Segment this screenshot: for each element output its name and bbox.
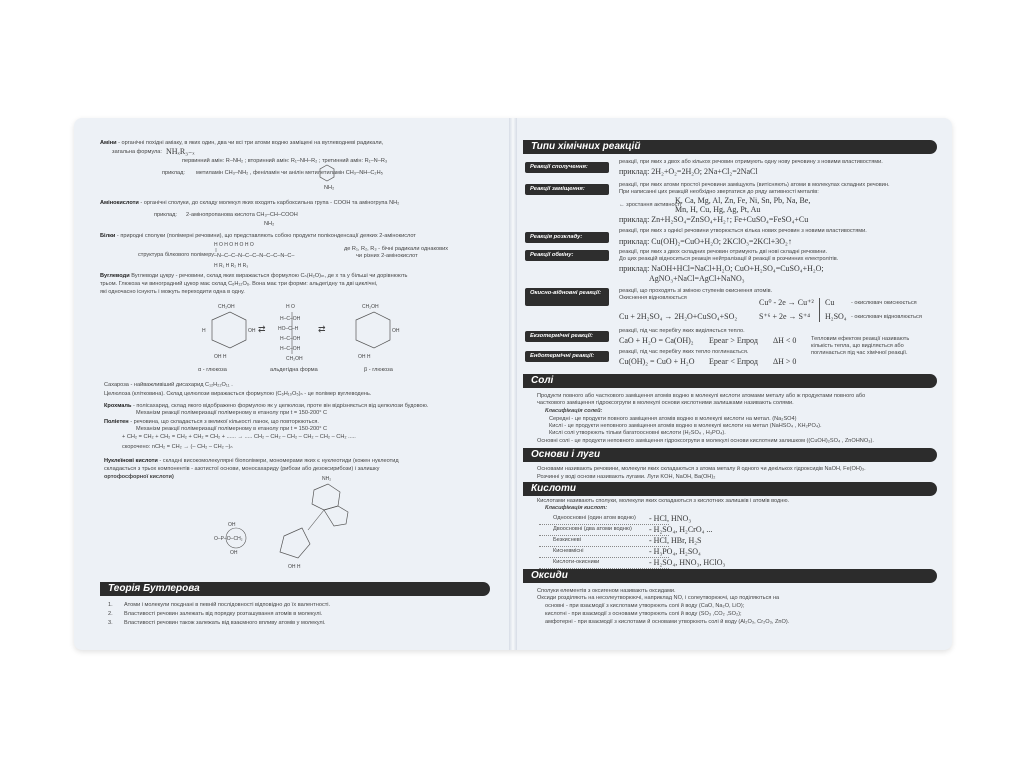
oxides-basic: основні - при взаємодії з кислотами утворюють солі й воду (CaO, Na₂O, LiO); xyxy=(545,603,745,609)
svg-text:OH: OH xyxy=(248,328,256,334)
svg-text:H O: H O xyxy=(286,304,295,310)
svg-text:OH: OH xyxy=(230,550,238,556)
butlerov-item-3: Властивості речовин також залежать від взаємного впливу атомів у молекулі. xyxy=(124,620,326,626)
amines-example-label: приклад: xyxy=(162,170,185,176)
salts-classification: Класифікація солей: xyxy=(545,408,603,414)
salts-heading: Солі xyxy=(531,375,554,386)
endothermic-energy: Eреаг < Eпрод xyxy=(709,357,758,366)
acids-classification: Класифікація кислот: xyxy=(545,505,608,511)
redox-cu: Cu xyxy=(825,298,835,307)
thermal-note-2: кількість тепла, що виділяється або xyxy=(811,343,904,349)
proteins-definition: Білки - природні сполуки (полімерні речовини), що представляють собою продукти поліконденсації деяких 2-амінокислот xyxy=(100,233,416,239)
butlerov-item-1: Атоми і молекули поєднані в певній послідовності відповідно до їх валентності. xyxy=(124,602,331,608)
redox-oxidizer: - окислювач окиснюється xyxy=(851,300,917,306)
substitution-text-2: При написанні цих реакцій необхідно звертатися до ряду активності металів: xyxy=(619,189,819,195)
endothermic-text: реакції, під час перебігу яких тепло поглинається. xyxy=(619,349,749,355)
nucleotide-structure xyxy=(214,476,374,576)
exothermic-label: Екзотермічні реакції: xyxy=(525,331,609,342)
alpha-glucose-label: α - глюкоза xyxy=(198,367,227,373)
salts-text-1: Продукти повного або часткового заміщення атомів водню в молекулі кислоти атомами металу або ж продуктами повного або xyxy=(537,393,866,399)
amines-definition: Аміни - органічні похідні аміаку, в яких один, два чи всі три атоми водню заміщені на вуглеводневі радикали, xyxy=(100,140,384,146)
svg-text:H: H xyxy=(202,328,206,334)
redox-text-1: реакції, що проходять зі зміною ступенів окиснення атомів. xyxy=(619,288,773,294)
thermal-note-1: Тепловим ефектом реакції називають xyxy=(811,336,910,342)
amino-example-label: приклад: xyxy=(154,212,177,218)
proteins-structure-label: структура білкового полімеру: xyxy=(138,252,216,258)
carbs-text-2: трьом. Глюкоза чи виноградний цукор має склад C₆H₁₂O₆. Вона має три форми: альдегідну та дві циклічні, xyxy=(100,281,378,287)
reaction-types-heading-bar xyxy=(523,140,937,154)
acid-formula-1: - HCl, HNO₃ xyxy=(649,514,692,523)
svg-text:CH₂OH: CH₂OH xyxy=(362,304,379,310)
svg-text:OH H: OH H xyxy=(358,354,371,360)
svg-text:H–C–OH: H–C–OH xyxy=(280,346,301,352)
right-page xyxy=(515,118,952,650)
svg-text:CH₂OH: CH₂OH xyxy=(286,356,303,362)
polyethylene-mechanism: Механізм реакції полімеризації полімерному в етанолу при t = 150-200° C xyxy=(136,426,328,432)
redox-reducer: - окислювач відновлюється xyxy=(851,314,922,320)
redox-half-1: Cu⁰ - 2e → Cu⁺² xyxy=(759,298,814,307)
redox-h2so4: H₂SO₄ xyxy=(825,312,847,321)
acid-formula-5: - H₂SO₄, HNO₃, HClO₃ xyxy=(649,558,726,567)
acids-text: Кислотами називають сполуки, молекули яких складаються з кислотних залишків і атомів водню. xyxy=(537,498,790,504)
compound-label: Реакції сполучення: xyxy=(525,162,609,173)
amines-formula: NHₓR₃₋ₓ xyxy=(166,147,195,156)
svg-text:CH₂OH: CH₂OH xyxy=(218,304,235,310)
polyethylene-short: скорочено: nCH₂ = CH₂ → (– CH₂ – CH₂ –)ₙ xyxy=(122,444,233,450)
svg-text:⇄: ⇄ xyxy=(318,324,326,334)
bases-heading: Основи і луги xyxy=(531,449,601,460)
activity-series-2: Mn, H, Cu, Hg, Ag, Pt, Au xyxy=(675,205,761,214)
acid-type-4: Кисневмісні xyxy=(553,548,584,554)
acid-type-2: Двоосновні (два атоми водню) xyxy=(553,526,632,532)
salts-heading-bar xyxy=(523,374,937,388)
endothermic-equation: Cu(OH)₂ = CuO + H₂O xyxy=(619,357,695,366)
amines-general-label: загальна формула: xyxy=(112,149,162,155)
reaction-types-heading: Типи хімічних реакцій xyxy=(531,141,641,152)
proteins-note-1: де R₁, R₂, R₃ - бічні радикали однакових xyxy=(344,246,449,252)
oxides-heading: Оксиди xyxy=(531,570,568,581)
sucrose-text: Сахароза - найважливіший дисахарид C₁₂H₂₂O₁₁ . xyxy=(104,382,233,388)
svg-text:H–C–OH: H–C–OH xyxy=(280,336,301,342)
decomposition-label: Реакція розкладу: xyxy=(525,232,609,243)
endothermic-dh: ΔH > 0 xyxy=(773,357,797,366)
exchange-equation-2: AgNO₃+NaCl=AgCl+NaNO₃ xyxy=(649,274,745,283)
butlerov-num-2: 2. xyxy=(108,611,113,617)
protein-polymer-structure xyxy=(214,240,334,270)
exothermic-dh: ΔH < 0 xyxy=(773,336,797,345)
substitution-equation: приклад: Zn+H₂SO₄=ZnSO₄+H₂↑; Fe+CuSO₄=FeSO₄+Cu xyxy=(619,215,809,224)
decomposition-equation: приклад: Cu(OH)₂=CuO+H₂O; 2KClO₃=2KCl+3O₂↑ xyxy=(619,237,792,246)
compound-equation: приклад: 2H₂+O₂=2H₂O; 2Na+Cl₂=2NaCl xyxy=(619,167,758,176)
redox-label: Окисно-відновні реакції: xyxy=(525,288,609,306)
redox-half-2: S⁺⁶ + 2e → S⁺⁴ xyxy=(759,312,810,321)
amino-example: 2-амінопропанова кислота CH₃–CH–COOH xyxy=(186,212,298,218)
acid-formula-4: - H₃PO₄, H₂SO₄ xyxy=(649,547,701,556)
acid-type-5: Кислоти-окисники xyxy=(553,559,600,565)
bases-text-2: Розчинні у воді основи називають лугами. Луги KOH, NaOH, Ba(OH)₂ xyxy=(537,474,716,480)
butlerov-heading: Теорія Бутлерова xyxy=(108,583,200,594)
acid-type-3: Безкисневі xyxy=(553,537,582,543)
amino-example-nh2: NH₂ xyxy=(264,221,275,227)
butlerov-num-1: 1. xyxy=(108,602,113,608)
exothermic-equation: CaO + H₂O = Ca(OH)₂ xyxy=(619,336,694,345)
acid-formula-2: - H₂SO₄, H₂CrO₄ ... xyxy=(649,525,713,534)
acids-heading-bar xyxy=(523,482,937,496)
cellulose-text: Целюлоза (клітковина). Склад целюлози виражається формулою (C₆H₁₀O₅)ₙ - це полімер вуглеводень. xyxy=(104,391,372,397)
carbs-text-3: які одночасно існують і можуть переходити одна в одну. xyxy=(100,289,245,295)
svg-text:H R₁ H R₂ H R₃: H R₁ H R₂ H R₃ xyxy=(214,263,249,269)
svg-text:H–C–OH: H–C–OH xyxy=(280,316,301,322)
svg-text:OH: OH xyxy=(392,328,400,334)
left-page xyxy=(74,118,511,650)
starch-text: Крохмаль - полісахарид, склад якого відображено формулою як у целюлози, проте він відрізняється від целюлози будовою. xyxy=(104,403,429,409)
svg-text:⇄: ⇄ xyxy=(258,324,266,334)
svg-text:NH₂: NH₂ xyxy=(322,476,332,482)
oxides-text-1: Сполуки елементів з оксигеном називають оксидами. xyxy=(537,588,676,594)
nucleic-text-1: Нуклеїнові кислоти - складні високомолекулярні біополімери, мономерами яких є нуклеотиди (кожен нуклеотид xyxy=(104,458,399,464)
butlerov-num-3: 3. xyxy=(108,620,113,626)
notebook-spread xyxy=(74,118,952,650)
svg-text:OH: OH xyxy=(228,522,236,528)
aldehyde-form-label: альдегідна форма xyxy=(270,367,318,373)
svg-text:OH H: OH H xyxy=(288,564,301,570)
decomposition-text: реакції, при яких з однієї речовини утворюється кілька нових речовин з новими властивостями. xyxy=(619,228,867,234)
substitution-text-1: реакції, при яких атоми простої речовини заміщують (витісняють) атоми в молекулах складних речовин. xyxy=(619,182,890,188)
svg-text:OH H: OH H xyxy=(214,354,227,360)
glucose-forms-diagram xyxy=(200,298,360,368)
svg-text:–N–C–C–N–C–C–N–C–C–N–C–: –N–C–C–N–C–C–N–C–C–N–C– xyxy=(214,253,295,259)
salts-text-2: часткового заміщення гідроксогрупи в молекулі основи кислотними залишками називають солями. xyxy=(537,400,794,406)
redox-bracket xyxy=(819,298,820,322)
amino-acids-definition: Амінокислоти - органічні сполуки, до складу молекул яких входять карбоксильна група - COOH та аміногрупа NH₂ xyxy=(100,200,400,206)
activity-label: ← зростання активності xyxy=(619,202,682,208)
svg-text:HO–C–H: HO–C–H xyxy=(278,326,299,332)
amines-example: метиламін CH₃–NH₂ , феніламін чи анілін метилетиламін CH₃–NH–C₂H₅ xyxy=(196,170,383,176)
butlerov-heading-bar xyxy=(100,582,490,596)
oxides-acidic: кислотні - при взаємодії з основами утворюють солі й воду (SO₃ ,CO₂ ,SO₂); xyxy=(545,611,742,617)
butlerov-item-2: Властивості речовин залежать від порядку розташування атомів в молекулі. xyxy=(124,611,323,617)
polyethylene-equation: + CH₂ = CH₂ + CH₂ = CH₂ + CH₂ = CH₂ + ...... → ..... CH₂ – CH₂ – CH₂ – CH₂ – CH₂ – CH₂ ..... xyxy=(122,434,356,440)
redox-text-2: Окиснення відновлюється xyxy=(619,295,687,301)
nucleic-text-2: складається з трьох компонентів - азотистої основи, моносахариду (рибози або дезоксирибози) і залишку xyxy=(104,466,380,472)
proteins-note-2: чи різних 2-амінокислот xyxy=(356,253,418,259)
exothermic-text: реакції, під час перебігу яких виділяється тепло. xyxy=(619,328,745,334)
oxides-text-2: Оксиди розділяють на несолеутворюючі, наприклад NO, і солеутворюючі, що поділяються на xyxy=(537,595,780,601)
salts-basic: Основні солі - це продукти неповного заміщення гідроксогрупи в молекулі основи кислотним залишком ((CuOH)₂SO₄ , ZnOHNO₃). xyxy=(537,438,874,444)
bases-heading-bar xyxy=(523,448,937,462)
exchange-equation-1: приклад: NaOH+HCl=NaCl+H₂O; CuO+H₂SO₄=CuSO₄+H₂O; xyxy=(619,264,824,273)
bases-text-1: Основами називають речовини, молекули яких складаються з атома металу й одного чи декількох гідроксидів NaOH, Fe(OH)₃. xyxy=(537,466,866,472)
aniline-nh2: NH₂ xyxy=(324,185,335,191)
thermal-note-3: поглинається під час хімічної реакції. xyxy=(811,350,908,356)
activity-series-1: K, Ca, Mg, Al, Zn, Fe, Ni, Sn, Pb, Na, Be, xyxy=(675,196,811,205)
svg-text:O–P–O–CH₂: O–P–O–CH₂ xyxy=(214,536,243,542)
redox-equation: Cu + 2H₂SO₄ → 2H₂O+CuSO₄+SO₂ xyxy=(619,312,738,321)
oxides-heading-bar xyxy=(523,569,937,583)
beta-glucose-ring xyxy=(348,298,408,368)
svg-text:H O H O H O H O: H O H O H O H O xyxy=(214,242,254,248)
aniline-structure xyxy=(318,164,336,184)
endothermic-label: Ендотермічні реакції: xyxy=(525,351,609,362)
acid-formula-3: - HCl, HBr, H₂S xyxy=(649,536,702,545)
salts-acid: Кислі - це продукти неповного заміщення атомів водню в молекулі кислоти на метал (NaHSO₄ , KH₂PO₄). xyxy=(549,423,822,429)
salts-medium: Середні - це продукти повного заміщення атомів водню в молекулі кислоти на метал. (Na₂SO4) xyxy=(549,416,797,422)
exchange-label: Реакції обміну: xyxy=(525,250,609,261)
nucleic-text-3: ортофосфорної кислоти) xyxy=(104,474,174,480)
exchange-text-1: реакції, при яких з двох складних речовин отримують дві нові складні речовини. xyxy=(619,249,828,255)
polyethylene-text: Поліетен - речовина, що складається з великої кількості ланок, що повторюються. xyxy=(104,419,319,425)
oxides-amphoteric: амфотерні - при взаємодії з кислотами й основами утворюють солі й воду (Al₂O₃, Cr₂O₃, ZnO). xyxy=(545,619,790,625)
substitution-label: Реакції заміщення: xyxy=(525,184,609,195)
salts-acid-note: Кислі солі утворюють тільки багатоосновні кислоти (H₂SO₄ , H₃PO₄). xyxy=(549,430,726,436)
exothermic-energy: Eреаг > Eпрод xyxy=(709,336,758,345)
carbs-text-1: Вуглеводи Вуглеводи цукру - речовини, склад яких виражається формулою Cₙ(H₂O)ₘ, де х та у більші чи дорівнюють xyxy=(100,273,408,279)
exchange-text-2: До цих реакцій відноситься реакція нейтралізації й реакції в розчинних електролітів. xyxy=(619,256,839,262)
acids-heading: Кислоти xyxy=(531,483,577,494)
compound-text: реакції, при яких з двох або кількох речовин отримують одну нову речовину з новими властивостями. xyxy=(619,159,883,165)
acid-type-1: Одноосновні (один атом водню) xyxy=(553,515,636,521)
starch-mechanism: Механізм реакції полімеризації полімерному в етанолу при t = 150-200° C xyxy=(136,410,328,416)
amines-types: первинний амін: R–NH₂ ; вторинний амін: R₁–NH–R₂ ; третинний амін: R₁–N–R₃ xyxy=(182,158,388,164)
beta-glucose-label: β - глюкоза xyxy=(364,367,393,373)
